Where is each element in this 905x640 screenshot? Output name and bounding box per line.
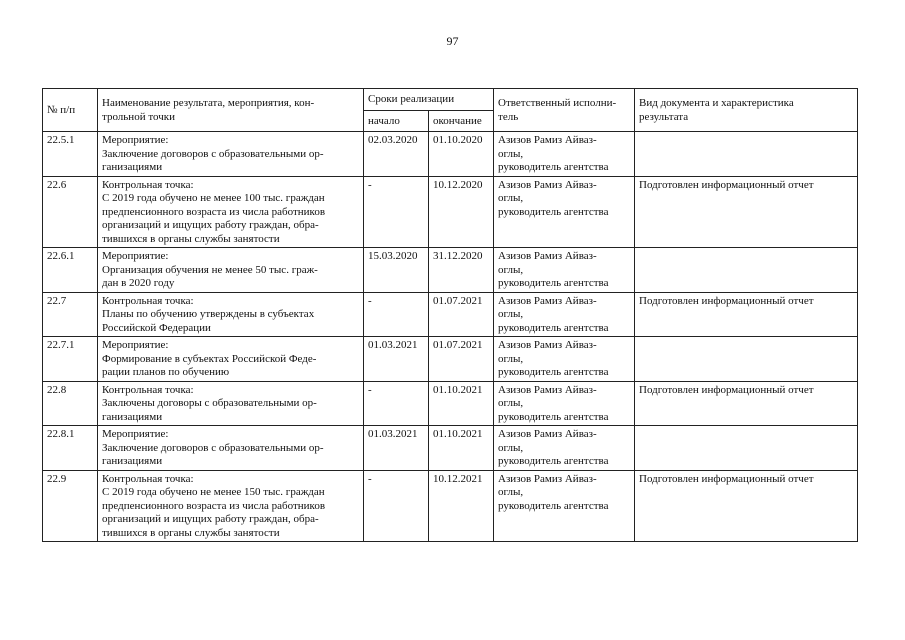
row-responsible: Азизов Рамиз Айваз- оглы, руководитель агентства <box>494 381 635 426</box>
row-document: Подготовлен информационный отчет <box>635 292 858 337</box>
table-row <box>43 381 858 426</box>
header-document: Вид документа и характеристика результата <box>635 89 858 132</box>
row-end-date: 10.12.2020 <box>429 176 494 248</box>
row-num: 22.6.1 <box>43 248 98 293</box>
row-num: 22.5.1 <box>43 132 98 177</box>
row-end-date: 01.07.2021 <box>429 292 494 337</box>
header-name: Наименование результата, мероприятия, кон- трольной точки <box>98 89 364 132</box>
row-num: 22.9 <box>43 470 98 542</box>
row-end-date: 31.12.2020 <box>429 248 494 293</box>
row-document <box>635 337 858 382</box>
row-num: 22.7 <box>43 292 98 337</box>
row-name: Мероприятие: Заключение договоров с образовательными ор- ганизациями <box>98 132 364 177</box>
row-start-date: - <box>364 381 429 426</box>
row-start-date: 15.03.2020 <box>364 248 429 293</box>
row-start-date: 01.03.2021 <box>364 426 429 471</box>
row-start-date: 01.03.2021 <box>364 337 429 382</box>
table-row <box>43 470 858 542</box>
table-row <box>43 248 858 293</box>
row-responsible: Азизов Рамиз Айваз- оглы, руководитель агентства <box>494 426 635 471</box>
header-start: начало <box>364 111 429 132</box>
row-end-date: 10.12.2021 <box>429 470 494 542</box>
row-end-date: 01.07.2021 <box>429 337 494 382</box>
row-document: Подготовлен информационный отчет <box>635 470 858 542</box>
row-responsible: Азизов Рамиз Айваз- оглы, руководитель агентства <box>494 132 635 177</box>
header-dates-group: Сроки реализации <box>364 89 494 111</box>
row-document <box>635 426 858 471</box>
header-end: окончание <box>429 111 494 132</box>
row-document <box>635 248 858 293</box>
row-name: Контрольная точка: С 2019 года обучено не менее 150 тыс. граждан предпенсионного возраста из числа работников организаций и ищущих работу граждан, обра- тившихся в органы службы занятости <box>98 470 364 542</box>
row-num: 22.8 <box>43 381 98 426</box>
row-start-date: 02.03.2020 <box>364 132 429 177</box>
row-name: Контрольная точка: С 2019 года обучено не менее 100 тыс. граждан предпенсионного возраста из числа работников организаций и ищущих работу граждан, обра- тившихся в органы службы занятости <box>98 176 364 248</box>
row-name: Мероприятие: Заключение договоров с образовательными ор- ганизациями <box>98 426 364 471</box>
row-end-date: 01.10.2021 <box>429 426 494 471</box>
row-responsible: Азизов Рамиз Айваз- оглы, руководитель агентства <box>494 176 635 248</box>
row-end-date: 01.10.2021 <box>429 381 494 426</box>
row-num: 22.7.1 <box>43 337 98 382</box>
row-document <box>635 132 858 177</box>
table-row <box>43 176 858 248</box>
header-num: № п/п <box>43 89 98 132</box>
row-responsible: Азизов Рамиз Айваз- оглы, руководитель агентства <box>494 292 635 337</box>
row-responsible: Азизов Рамиз Айваз- оглы, руководитель агентства <box>494 470 635 542</box>
row-document: Подготовлен информационный отчет <box>635 176 858 248</box>
row-name: Мероприятие: Организация обучения не менее 50 тыс. граж- дан в 2020 году <box>98 248 364 293</box>
table-row <box>43 132 858 177</box>
row-responsible: Азизов Рамиз Айваз- оглы, руководитель агентства <box>494 337 635 382</box>
page-number: 97 <box>446 34 459 48</box>
row-start-date: - <box>364 292 429 337</box>
implementation-plan-table <box>42 88 858 542</box>
row-responsible: Азизов Рамиз Айваз- оглы, руководитель агентства <box>494 248 635 293</box>
row-name: Контрольная точка: Заключены договоры с образовательными ор- ганизациями <box>98 381 364 426</box>
row-name: Мероприятие: Формирование в субъектах Российской Феде- рации планов по обучению <box>98 337 364 382</box>
header-responsible: Ответственный исполни- тель <box>494 89 635 132</box>
row-start-date: - <box>364 470 429 542</box>
row-start-date: - <box>364 176 429 248</box>
row-end-date: 01.10.2020 <box>429 132 494 177</box>
row-document: Подготовлен информационный отчет <box>635 381 858 426</box>
row-num: 22.8.1 <box>43 426 98 471</box>
row-num: 22.6 <box>43 176 98 248</box>
table-body <box>43 132 858 542</box>
table-row <box>43 292 858 337</box>
table-row <box>43 426 858 471</box>
row-name: Контрольная точка: Планы по обучению утверждены в субъектах Российской Федерации <box>98 292 364 337</box>
table-header <box>43 89 858 132</box>
table-row <box>43 337 858 382</box>
